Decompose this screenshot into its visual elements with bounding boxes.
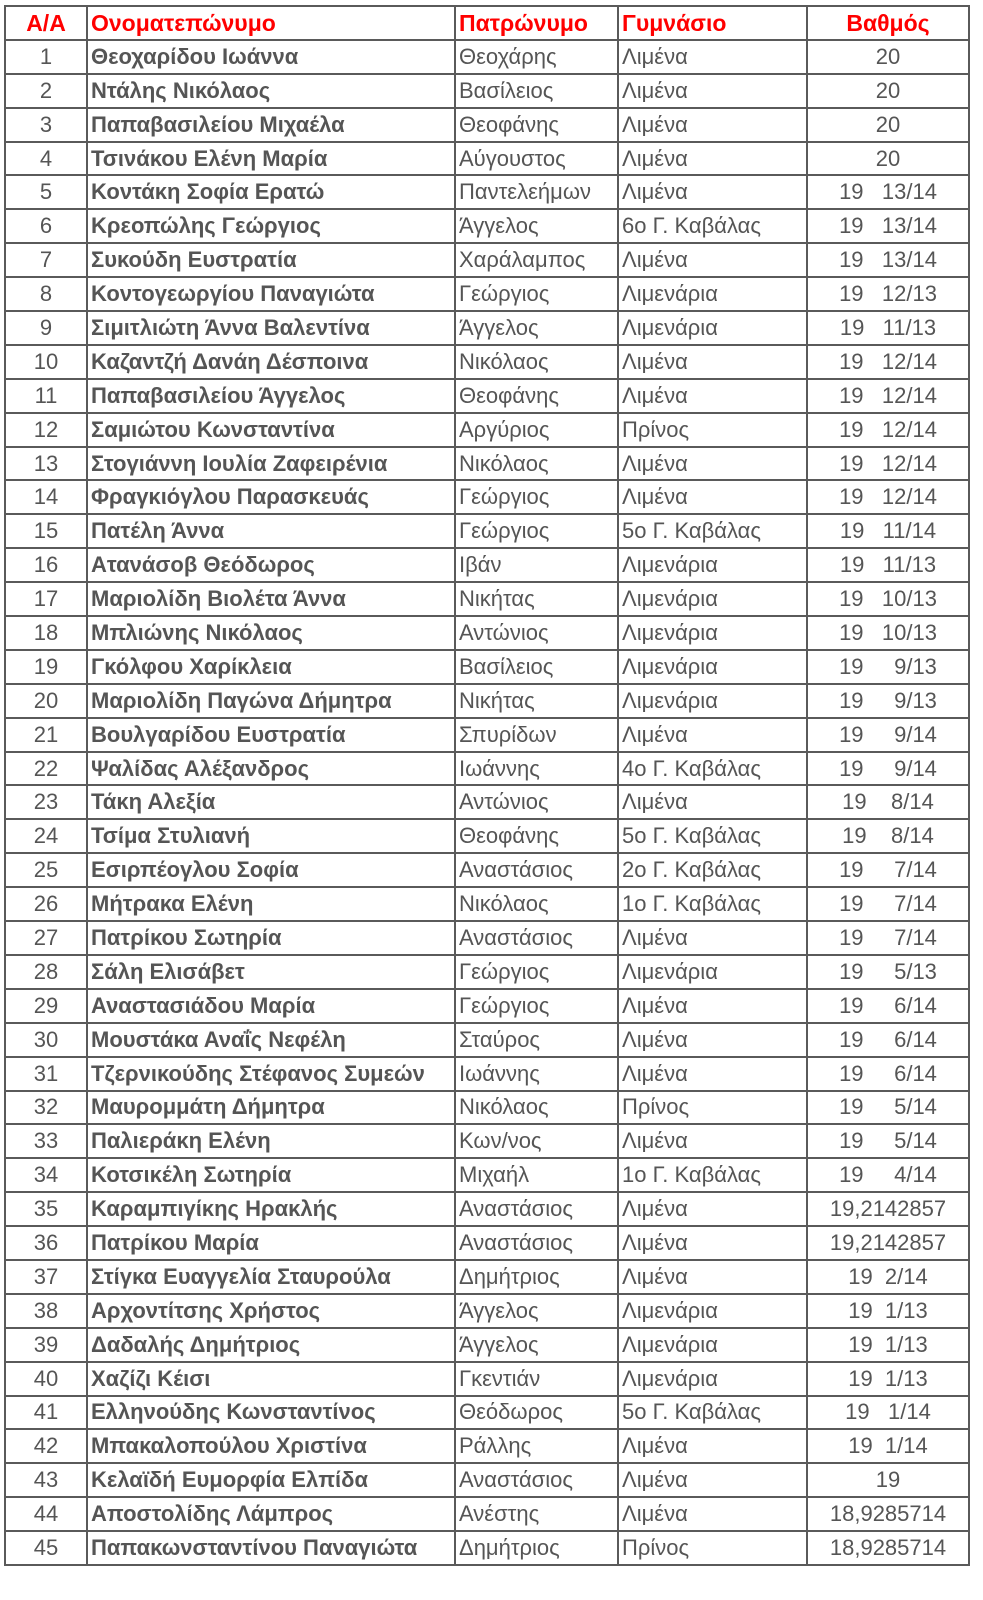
- cell-grade: 19 7/14: [807, 921, 969, 955]
- cell-grade: 19 8/14: [807, 785, 969, 819]
- cell-grade: 19 6/14: [807, 989, 969, 1023]
- table-row: [5, 1463, 969, 1497]
- cell-patronymic: Κων/νος: [455, 1124, 618, 1158]
- cell-school: 1ο Γ. Καβάλας: [618, 1158, 807, 1192]
- cell-name: Σάλη Ελισάβετ: [87, 955, 455, 989]
- cell-grade: 19 5/13: [807, 955, 969, 989]
- cell-name: Αρχοντίτσης Χρήστος: [87, 1294, 455, 1328]
- table-row: [5, 718, 969, 752]
- cell-patronymic: Άγγελος: [455, 311, 618, 345]
- cell-name: Ψαλίδας Αλέξανδρος: [87, 752, 455, 786]
- cell-patronymic: Γεώργιος: [455, 480, 618, 514]
- cell-name: Κοντογεωργίου Παναγιώτα: [87, 277, 455, 311]
- cell-patronymic: Βασίλειος: [455, 74, 618, 108]
- cell-grade: 19 10/13: [807, 582, 969, 616]
- table-row: [5, 650, 969, 684]
- cell-school: Λιμενάρια: [618, 277, 807, 311]
- table-row: [5, 955, 969, 989]
- table-row: [5, 1328, 969, 1362]
- cell-grade: 19 6/14: [807, 1057, 969, 1091]
- cell-aa: 11: [5, 379, 87, 413]
- table-row: [5, 379, 969, 413]
- cell-patronymic: Άγγελος: [455, 1294, 618, 1328]
- cell-grade: 20: [807, 74, 969, 108]
- cell-patronymic: Νικόλαος: [455, 1091, 618, 1125]
- cell-school: Λιμένα: [618, 108, 807, 142]
- cell-patronymic: Νικόλαος: [455, 887, 618, 921]
- cell-grade: 19: [807, 1463, 969, 1497]
- cell-patronymic: Αργύριος: [455, 413, 618, 447]
- cell-aa: 26: [5, 887, 87, 921]
- cell-aa: 30: [5, 1023, 87, 1057]
- cell-grade: 19 12/14: [807, 379, 969, 413]
- cell-school: Λιμενάρια: [618, 548, 807, 582]
- cell-patronymic: Αναστάσιος: [455, 853, 618, 887]
- cell-name: Θεοχαρίδου Ιωάννα: [87, 40, 455, 74]
- cell-aa: 35: [5, 1192, 87, 1226]
- cell-name: Καραμπιγίκης Ηρακλής: [87, 1192, 455, 1226]
- cell-school: Πρίνος: [618, 1531, 807, 1565]
- cell-school: Πρίνος: [618, 1091, 807, 1125]
- table-row: [5, 887, 969, 921]
- cell-aa: 27: [5, 921, 87, 955]
- cell-aa: 10: [5, 345, 87, 379]
- cell-school: Λιμένα: [618, 785, 807, 819]
- cell-grade: 19 1/14: [807, 1429, 969, 1463]
- cell-grade: 20: [807, 40, 969, 74]
- cell-patronymic: Ιωάννης: [455, 1057, 618, 1091]
- cell-name: Πατέλη Άννα: [87, 514, 455, 548]
- cell-name: Μπακαλοπούλου Χριστίνα: [87, 1429, 455, 1463]
- cell-aa: 36: [5, 1226, 87, 1260]
- table-row: [5, 209, 969, 243]
- cell-grade: 18,9285714: [807, 1497, 969, 1531]
- table-row: [5, 752, 969, 786]
- table-row: [5, 108, 969, 142]
- cell-grade: 19 11/13: [807, 311, 969, 345]
- cell-grade: 18,9285714: [807, 1531, 969, 1565]
- cell-grade: 19 1/13: [807, 1362, 969, 1396]
- cell-patronymic: Θεοφάνης: [455, 819, 618, 853]
- cell-aa: 12: [5, 413, 87, 447]
- table-row: [5, 1429, 969, 1463]
- table-row: [5, 1192, 969, 1226]
- table-row: [5, 1260, 969, 1294]
- cell-grade: 19 12/14: [807, 480, 969, 514]
- cell-name: Ντάλης Νικόλαος: [87, 74, 455, 108]
- cell-aa: 45: [5, 1531, 87, 1565]
- cell-aa: 17: [5, 582, 87, 616]
- cell-school: 5ο Γ. Καβάλας: [618, 514, 807, 548]
- cell-name: Τσινάκου Ελένη Μαρία: [87, 142, 455, 176]
- cell-patronymic: Σταύρος: [455, 1023, 618, 1057]
- cell-aa: 4: [5, 142, 87, 176]
- table-row: [5, 447, 969, 481]
- table-row: [5, 1362, 969, 1396]
- cell-school: Λιμένα: [618, 1497, 807, 1531]
- cell-aa: 5: [5, 175, 87, 209]
- cell-grade: 19 12/14: [807, 447, 969, 481]
- cell-patronymic: Νικόλαος: [455, 345, 618, 379]
- cell-school: Λιμένα: [618, 1192, 807, 1226]
- cell-patronymic: Νικόλαος: [455, 447, 618, 481]
- cell-patronymic: Αντώνιος: [455, 785, 618, 819]
- cell-school: 4ο Γ. Καβάλας: [618, 752, 807, 786]
- cell-name: Κρεοπώλης Γεώργιος: [87, 209, 455, 243]
- cell-grade: 19 11/14: [807, 514, 969, 548]
- cell-school: Λιμενάρια: [618, 582, 807, 616]
- table-row: [5, 989, 969, 1023]
- cell-grade: 19 9/14: [807, 752, 969, 786]
- cell-aa: 40: [5, 1362, 87, 1396]
- cell-patronymic: Αναστάσιος: [455, 1226, 618, 1260]
- table-row: [5, 514, 969, 548]
- cell-patronymic: Μιχαήλ: [455, 1158, 618, 1192]
- cell-grade: 19 9/13: [807, 650, 969, 684]
- table-row: [5, 819, 969, 853]
- cell-name: Τσίμα Στυλιανή: [87, 819, 455, 853]
- cell-patronymic: Αναστάσιος: [455, 1192, 618, 1226]
- cell-school: Λιμενάρια: [618, 684, 807, 718]
- table-row: [5, 413, 969, 447]
- cell-name: Σιμιτλιώτη Άννα Βαλεντίνα: [87, 311, 455, 345]
- table-row: [5, 1124, 969, 1158]
- table-row: [5, 1497, 969, 1531]
- cell-school: Λιμένα: [618, 142, 807, 176]
- cell-grade: 19,2142857: [807, 1192, 969, 1226]
- cell-school: Λιμένα: [618, 1226, 807, 1260]
- cell-aa: 25: [5, 853, 87, 887]
- cell-patronymic: Νικήτας: [455, 684, 618, 718]
- table-row: [5, 1294, 969, 1328]
- cell-aa: 14: [5, 480, 87, 514]
- cell-name: Σαμιώτου Κωνσταντίνα: [87, 413, 455, 447]
- cell-school: Πρίνος: [618, 413, 807, 447]
- cell-aa: 23: [5, 785, 87, 819]
- cell-aa: 42: [5, 1429, 87, 1463]
- cell-name: Ατανάσοβ Θεόδωρος: [87, 548, 455, 582]
- cell-name: Αποστολίδης Λάμπρος: [87, 1497, 455, 1531]
- table-row: [5, 311, 969, 345]
- cell-school: Λιμένα: [618, 989, 807, 1023]
- cell-grade: 19 13/14: [807, 175, 969, 209]
- cell-name: Πατρίκου Μαρία: [87, 1226, 455, 1260]
- cell-name: Στογιάννη Ιουλία Ζαφειρένια: [87, 447, 455, 481]
- cell-name: Μαριολίδη Βιολέτα Άννα: [87, 582, 455, 616]
- cell-patronymic: Χαράλαμπος: [455, 243, 618, 277]
- table-body: [5, 40, 969, 1565]
- cell-aa: 24: [5, 819, 87, 853]
- cell-name: Βουλγαρίδου Ευστρατία: [87, 718, 455, 752]
- cell-patronymic: Αναστάσιος: [455, 1463, 618, 1497]
- table-row: [5, 1158, 969, 1192]
- cell-aa: 38: [5, 1294, 87, 1328]
- cell-patronymic: Γκεντιάν: [455, 1362, 618, 1396]
- cell-grade: 19 8/14: [807, 819, 969, 853]
- cell-patronymic: Γεώργιος: [455, 989, 618, 1023]
- cell-name: Μαριολίδη Παγώνα Δήμητρα: [87, 684, 455, 718]
- table-row: [5, 582, 969, 616]
- header-name: Ονοματεπώνυμο: [87, 6, 455, 40]
- cell-school: Λιμένα: [618, 345, 807, 379]
- cell-school: Λιμενάρια: [618, 616, 807, 650]
- cell-aa: 32: [5, 1091, 87, 1125]
- cell-patronymic: Δημήτριος: [455, 1531, 618, 1565]
- cell-school: Λιμένα: [618, 718, 807, 752]
- cell-grade: 19 11/13: [807, 548, 969, 582]
- cell-aa: 18: [5, 616, 87, 650]
- cell-grade: 19 2/14: [807, 1260, 969, 1294]
- table-row: [5, 40, 969, 74]
- cell-school: Λιμένα: [618, 40, 807, 74]
- cell-name: Παπακωνσταντίνου Παναγιώτα: [87, 1531, 455, 1565]
- cell-grade: 19 6/14: [807, 1023, 969, 1057]
- cell-name: Φραγκιόγλου Παρασκευάς: [87, 480, 455, 514]
- cell-name: Κοτσικέλη Σωτηρία: [87, 1158, 455, 1192]
- cell-school: Λιμενάρια: [618, 955, 807, 989]
- table-row: [5, 684, 969, 718]
- cell-name: Στίγκα Ευαγγελία Σταυρούλα: [87, 1260, 455, 1294]
- cell-patronymic: Δημήτριος: [455, 1260, 618, 1294]
- cell-aa: 44: [5, 1497, 87, 1531]
- cell-aa: 33: [5, 1124, 87, 1158]
- cell-grade: 19 12/14: [807, 413, 969, 447]
- cell-aa: 13: [5, 447, 87, 481]
- results-table-container: [4, 5, 970, 1566]
- cell-name: Κελαϊδή Ευμορφία Ελπίδα: [87, 1463, 455, 1497]
- table-row: [5, 480, 969, 514]
- cell-grade: 19 5/14: [807, 1091, 969, 1125]
- cell-school: Λιμενάρια: [618, 311, 807, 345]
- cell-name: Τάκη Αλεξία: [87, 785, 455, 819]
- cell-school: Λιμενάρια: [618, 1328, 807, 1362]
- cell-grade: 19 1/14: [807, 1396, 969, 1430]
- cell-patronymic: Νικήτας: [455, 582, 618, 616]
- cell-school: Λιμένα: [618, 243, 807, 277]
- cell-patronymic: Παντελεήμων: [455, 175, 618, 209]
- cell-name: Γκόλφου Χαρίκλεια: [87, 650, 455, 684]
- cell-school: 6ο Γ. Καβάλας: [618, 209, 807, 243]
- cell-name: Παπαβασιλείου Άγγελος: [87, 379, 455, 413]
- cell-aa: 34: [5, 1158, 87, 1192]
- cell-grade: 19 5/14: [807, 1124, 969, 1158]
- cell-school: Λιμένα: [618, 1057, 807, 1091]
- cell-grade: 19 12/13: [807, 277, 969, 311]
- cell-grade: 19 1/13: [807, 1294, 969, 1328]
- cell-name: Ελληνούδης Κωνσταντίνος: [87, 1396, 455, 1430]
- header-patronymic: Πατρώνυμο: [455, 6, 618, 40]
- cell-school: Λιμένα: [618, 74, 807, 108]
- cell-school: 2ο Γ. Καβάλας: [618, 853, 807, 887]
- cell-name: Δαδαλής Δημήτριος: [87, 1328, 455, 1362]
- cell-grade: 19 7/14: [807, 853, 969, 887]
- cell-grade: 19 9/14: [807, 718, 969, 752]
- cell-aa: 41: [5, 1396, 87, 1430]
- cell-patronymic: Γεώργιος: [455, 514, 618, 548]
- cell-patronymic: Θεοχάρης: [455, 40, 618, 74]
- cell-name: Μαυρομμάτη Δήμητρα: [87, 1091, 455, 1125]
- cell-grade: 19 4/14: [807, 1158, 969, 1192]
- cell-patronymic: Άγγελος: [455, 209, 618, 243]
- table-row: [5, 142, 969, 176]
- cell-aa: 39: [5, 1328, 87, 1362]
- header-grade: Βαθμός: [807, 6, 969, 40]
- cell-grade: 19 12/14: [807, 345, 969, 379]
- cell-name: Τζερνικούδης Στέφανος Συμεών: [87, 1057, 455, 1091]
- cell-patronymic: Βασίλειος: [455, 650, 618, 684]
- cell-school: Λιμένα: [618, 1023, 807, 1057]
- cell-school: Λιμένα: [618, 1429, 807, 1463]
- cell-aa: 21: [5, 718, 87, 752]
- table-row: [5, 243, 969, 277]
- cell-school: 1ο Γ. Καβάλας: [618, 887, 807, 921]
- cell-aa: 20: [5, 684, 87, 718]
- table-row: [5, 616, 969, 650]
- cell-name: Πατρίκου Σωτηρία: [87, 921, 455, 955]
- cell-name: Αναστασιάδου Μαρία: [87, 989, 455, 1023]
- header-school: Γυμνάσιο: [618, 6, 807, 40]
- cell-school: Λιμένα: [618, 1260, 807, 1294]
- cell-school: Λιμένα: [618, 480, 807, 514]
- cell-name: Μουστάκα Αναΐς Νεφέλη: [87, 1023, 455, 1057]
- cell-aa: 3: [5, 108, 87, 142]
- cell-patronymic: Θεοφάνης: [455, 108, 618, 142]
- cell-name: Μπλιώνης Νικόλαος: [87, 616, 455, 650]
- cell-name: Κοντάκη Σοφία Ερατώ: [87, 175, 455, 209]
- table-row: [5, 1226, 969, 1260]
- table-row: [5, 853, 969, 887]
- cell-aa: 9: [5, 311, 87, 345]
- cell-grade: 19,2142857: [807, 1226, 969, 1260]
- cell-grade: 19 13/14: [807, 243, 969, 277]
- cell-grade: 19 1/13: [807, 1328, 969, 1362]
- cell-aa: 29: [5, 989, 87, 1023]
- cell-patronymic: Σπυρίδων: [455, 718, 618, 752]
- cell-name: Χαζίζι Κέισι: [87, 1362, 455, 1396]
- table-row: [5, 345, 969, 379]
- cell-patronymic: Γεώργιος: [455, 277, 618, 311]
- table-row: [5, 785, 969, 819]
- cell-aa: 6: [5, 209, 87, 243]
- cell-school: Λιμένα: [618, 1124, 807, 1158]
- header-aa: Α/Α: [5, 6, 87, 40]
- cell-aa: 43: [5, 1463, 87, 1497]
- cell-aa: 16: [5, 548, 87, 582]
- cell-aa: 7: [5, 243, 87, 277]
- table-row: [5, 1396, 969, 1430]
- results-table: [4, 5, 970, 1566]
- cell-patronymic: Ανέστης: [455, 1497, 618, 1531]
- cell-patronymic: Ιωάννης: [455, 752, 618, 786]
- table-header-row: [5, 6, 969, 40]
- table-row: [5, 1023, 969, 1057]
- cell-patronymic: Αύγουστος: [455, 142, 618, 176]
- table-row: [5, 74, 969, 108]
- cell-aa: 19: [5, 650, 87, 684]
- cell-patronymic: Θεοφάνης: [455, 379, 618, 413]
- cell-patronymic: Ράλλης: [455, 1429, 618, 1463]
- cell-grade: 19 10/13: [807, 616, 969, 650]
- cell-school: Λιμένα: [618, 379, 807, 413]
- cell-aa: 15: [5, 514, 87, 548]
- cell-school: Λιμενάρια: [618, 1362, 807, 1396]
- cell-grade: 20: [807, 108, 969, 142]
- cell-grade: 20: [807, 142, 969, 176]
- cell-grade: 19 7/14: [807, 887, 969, 921]
- cell-aa: 8: [5, 277, 87, 311]
- table-row: [5, 277, 969, 311]
- cell-patronymic: Αναστάσιος: [455, 921, 618, 955]
- table-row: [5, 175, 969, 209]
- cell-school: Λιμένα: [618, 921, 807, 955]
- table-row: [5, 1057, 969, 1091]
- cell-patronymic: Άγγελος: [455, 1328, 618, 1362]
- cell-school: 5ο Γ. Καβάλας: [618, 1396, 807, 1430]
- cell-school: Λιμένα: [618, 447, 807, 481]
- cell-patronymic: Θεόδωρος: [455, 1396, 618, 1430]
- cell-school: Λιμενάρια: [618, 1294, 807, 1328]
- cell-name: Παλιεράκη Ελένη: [87, 1124, 455, 1158]
- cell-aa: 31: [5, 1057, 87, 1091]
- cell-aa: 37: [5, 1260, 87, 1294]
- cell-school: Λιμένα: [618, 1463, 807, 1497]
- cell-grade: 19 13/14: [807, 209, 969, 243]
- table-row: [5, 548, 969, 582]
- cell-aa: 22: [5, 752, 87, 786]
- cell-grade: 19 9/13: [807, 684, 969, 718]
- cell-name: Παπαβασιλείου Μιχαέλα: [87, 108, 455, 142]
- table-row: [5, 1091, 969, 1125]
- table-row: [5, 921, 969, 955]
- cell-patronymic: Γεώργιος: [455, 955, 618, 989]
- cell-aa: 1: [5, 40, 87, 74]
- cell-school: Λιμενάρια: [618, 650, 807, 684]
- cell-patronymic: Αντώνιος: [455, 616, 618, 650]
- cell-name: Συκούδη Ευστρατία: [87, 243, 455, 277]
- cell-name: Μήτρακα Ελένη: [87, 887, 455, 921]
- cell-patronymic: Ιβάν: [455, 548, 618, 582]
- cell-name: Εσιρπέογλου Σοφία: [87, 853, 455, 887]
- cell-name: Καζαντζή Δανάη Δέσποινα: [87, 345, 455, 379]
- cell-aa: 28: [5, 955, 87, 989]
- cell-school: 5ο Γ. Καβάλας: [618, 819, 807, 853]
- table-row: [5, 1531, 969, 1565]
- cell-school: Λιμένα: [618, 175, 807, 209]
- cell-aa: 2: [5, 74, 87, 108]
